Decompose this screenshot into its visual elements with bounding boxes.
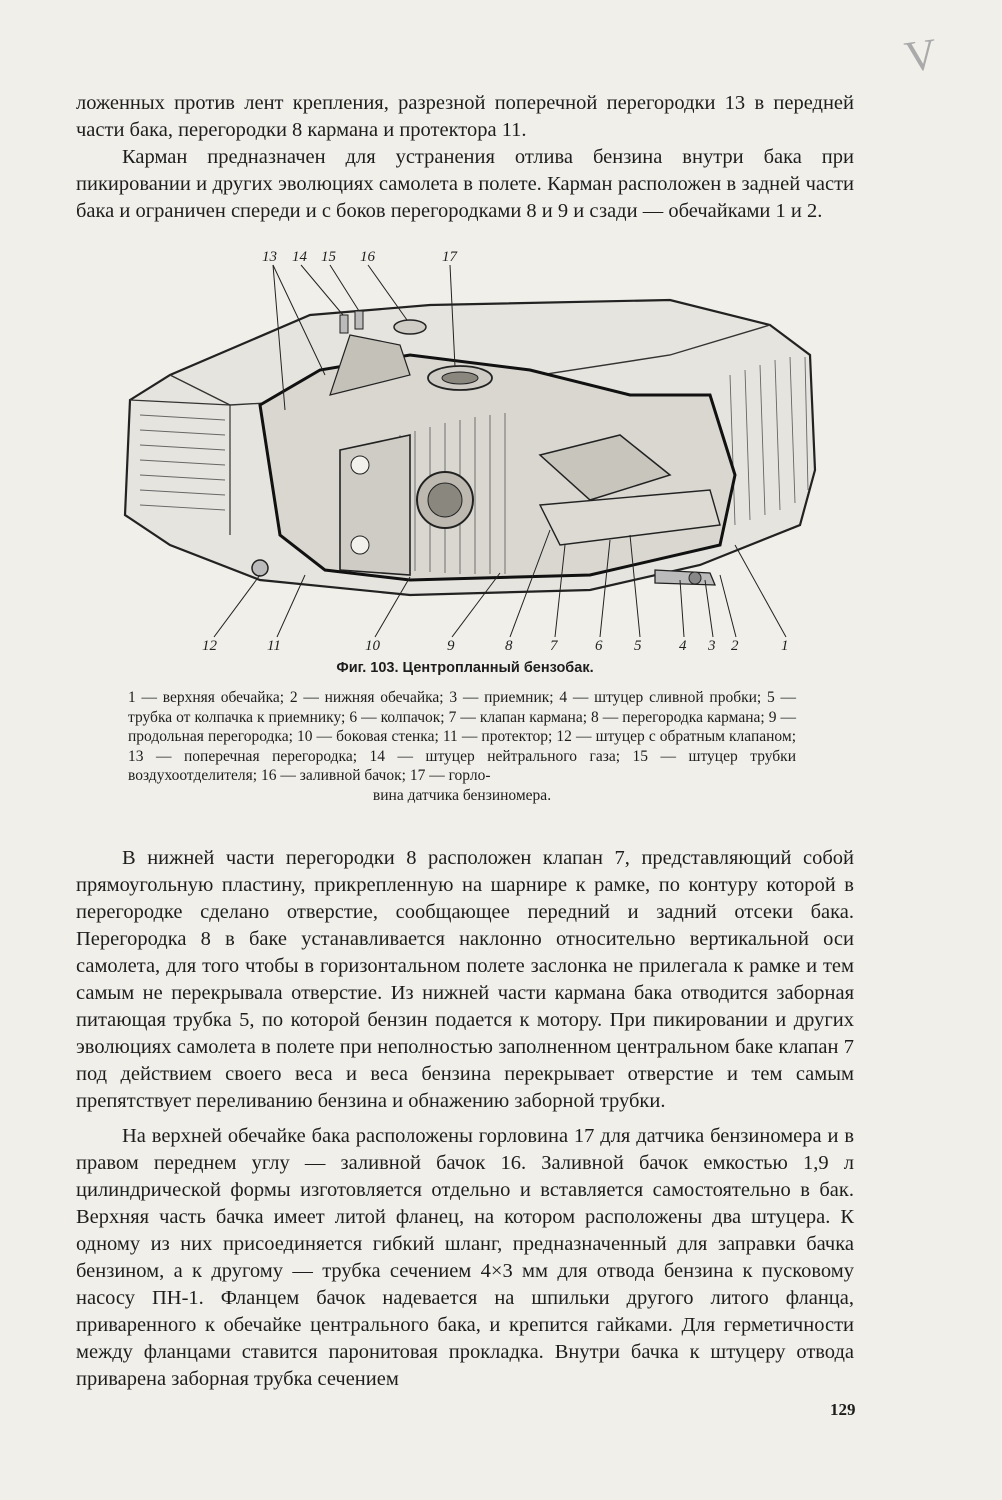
label-14: 14	[292, 249, 307, 265]
label-5: 5	[634, 638, 642, 654]
label-17: 17	[442, 249, 457, 265]
label-11: 11	[267, 638, 281, 654]
label-4: 4	[679, 638, 687, 654]
paragraph-4-container	[76, 1123, 854, 1393]
figure-legend-text: 1 — верхняя обечайка; 2 — нижняя обечайка; 3 — приемник; 4 — штуцер сливной пробки; 5 — трубка от колпачка к приемнику; 6 — колпачок; 7 — клапан кармана; 8 — перегородка кармана; 9 — продольная перегородка; 10 — боковая стенка; 11 — протектор; 12 — штуцер с обратным клапаном; 13 — поперечная перегородка; 14 — штуцер нейтрального газа; 15 — штуцер трубки воздухоотделителя; 16 — заливной бачок; 17 — горло-	[128, 689, 796, 784]
label-12: 12	[202, 638, 217, 654]
label-13: 13	[262, 249, 277, 265]
label-7: 7	[550, 638, 558, 654]
page-number: 129	[830, 1400, 856, 1419]
paragraph-2-container	[76, 144, 854, 225]
paragraph-3: В нижней части перегородки 8 расположен клапан 7, представляющий собой прямоугольную пластину, прикрепленную на шарнире к рамке, по контуру которой в перегородке сделано отверстие, сообщающее передний и задний отсеки бака. Перегородка 8 в баке устанавливается наклонно относительно вертикальной оси самолета, для того чтобы в горизонтальном полете заслонка не прилегала к рамке и тем самым не перекрывала отверстие. Из нижней части кармана бака отводится заборная питающая трубка 5, по которой бензин подается к мотору. При пикировании и других эволюциях самолета в полете при неполностью заполненном центральном баке клапан 7 под действием своего веса и веса бензина перекрывает отверстие и тем самым препятствует переливанию бензина и обнажению заборной трубки.	[76, 847, 854, 1112]
label-1: 1	[781, 638, 789, 654]
figure-caption-title: Фиг. 103. Центропланный бензобак.	[336, 660, 594, 676]
label-8: 8	[505, 638, 513, 654]
paragraph-2: Карман предназначен для устранения отлива бензина внутри бака при пикировании и других эволюциях самолета в полете. Карман расположен в задней части бака и ограничен спереди и с боков перегородками 8 и 9 и сзади — обечайками 1 и 2.	[76, 146, 854, 222]
label-3: 3	[708, 638, 716, 654]
label-2: 2	[731, 638, 739, 654]
label-9: 9	[447, 638, 455, 654]
paragraph-4: На верхней обечайке бака расположены горловина 17 для датчика бензиномера и в правом переднем углу — заливной бачок 16. Заливной бачок емкостью 1,9 л цилиндрической формы изготовляется отдельно и вставляется самостоятельно в бак. Верхняя часть бачка имеет литой фланец, на котором расположены два штуцера. К одному из них присоединяется гибкий шланг, предназначенный для заправки бачка бензином, а к другому — трубка сечением 4×3 мм для отвода бензина к пусковому насосу ПН-1. Фланцем бачок надевается на шпильки другого литого фланца, приваренного к обечайке центрального бака, и крепится гайками. Для герметичности между фланцами ставится паронитовая прокладка. Внутри бачка к штуцеру отвода приварена заборная трубка сечением	[76, 1125, 854, 1390]
corner-pencil-mark: V	[901, 29, 941, 82]
label-15: 15	[321, 249, 336, 265]
paragraph-3-container	[76, 845, 854, 1115]
fuel-tank-drawing	[110, 245, 820, 655]
check-valve-fitting	[252, 560, 268, 576]
paragraph-1-container	[76, 90, 854, 144]
figure-legend	[128, 688, 796, 805]
label-16: 16	[360, 249, 375, 265]
filler-tank	[394, 320, 426, 334]
label-6: 6	[595, 638, 603, 654]
fuel-tank-figure	[110, 245, 820, 655]
label-10: 10	[365, 638, 380, 654]
bottom-labels	[202, 638, 789, 654]
figure-legend-last-line: вина датчика бензиномера.	[372, 786, 552, 804]
paragraph-1: ложенных против лент крепления, разрезной поперечной перегородки 13 в передней части бака, перегородки 8 кармана и протектора 11.	[76, 92, 854, 141]
top-labels	[262, 249, 459, 265]
